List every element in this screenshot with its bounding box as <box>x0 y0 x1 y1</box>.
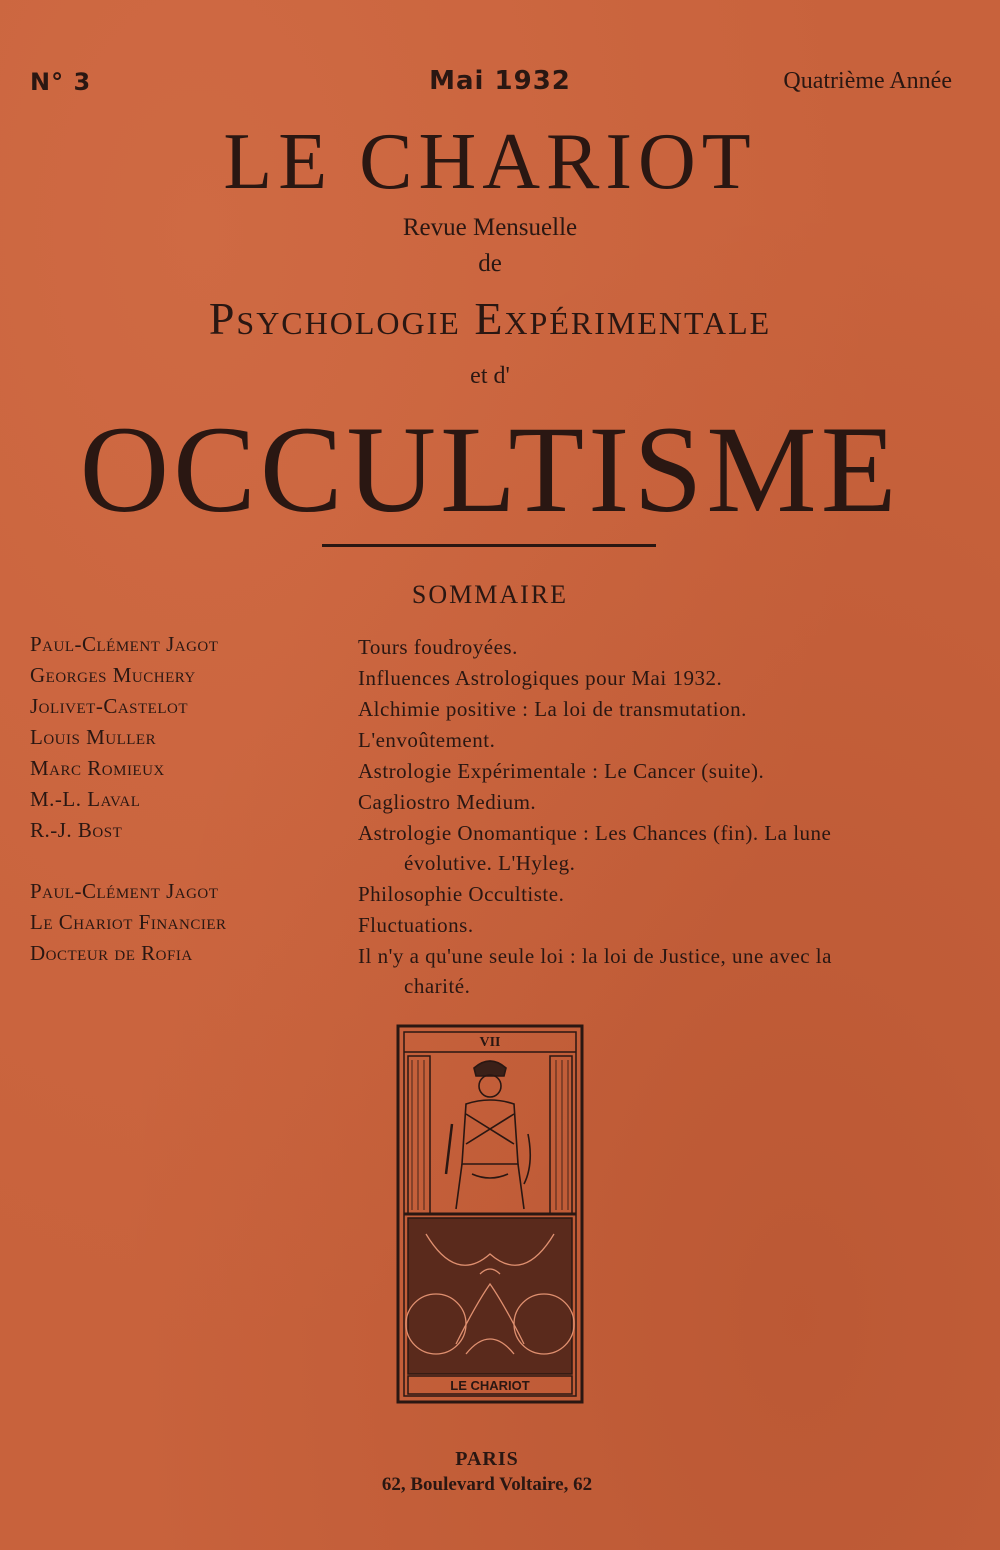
toc-author: R.-J. Bost <box>30 818 123 842</box>
publisher-address: 62, Boulevard Voltaire, 62 <box>381 1474 593 1495</box>
toc-article: Philosophie Occultiste. <box>358 882 565 906</box>
toc-article: Tours foudroyées. <box>358 635 518 659</box>
toc-article-continuation: évolutive. L'Hyleg. <box>404 851 576 875</box>
charioteer-figure <box>446 1061 530 1209</box>
toc-article: Astrologie Expérimentale : Le Cancer (suite). <box>358 759 765 783</box>
divider-rule <box>322 544 656 547</box>
toc-row <box>0 756 1000 787</box>
toc-author: Marc Romieux <box>30 756 165 780</box>
toc-article-line: Il n'y a qu'une seule loi : la loi de Justice, une avec la <box>358 944 832 968</box>
toc-author: Jolivet-Castelot <box>30 694 188 718</box>
toc-row <box>0 663 1000 694</box>
subtitle-et: et d' <box>470 363 510 389</box>
occultisme-title: OCCULTISME <box>79 401 901 538</box>
toc-author: Docteur de Rofia <box>30 941 193 965</box>
sommaire-heading: SOMMAIRE <box>411 580 569 609</box>
card-label: LE CHARIOT <box>450 1378 530 1393</box>
toc-article <box>358 818 950 878</box>
table-of-contents <box>0 632 1000 1002</box>
toc-article <box>358 941 950 1001</box>
publisher-city: PARIS <box>455 1448 519 1470</box>
toc-article: Influences Astrologiques pour Mai 1932. <box>358 666 723 690</box>
toc-article: Alchimie positive : La loi de transmutation. <box>358 697 747 721</box>
toc-row <box>0 632 1000 663</box>
toc-article: Fluctuations. <box>358 913 474 937</box>
issue-year: Quatrième Année <box>783 68 952 94</box>
toc-article: Cagliostro Medium. <box>358 790 537 814</box>
toc-row <box>0 910 1000 941</box>
subtitle-de: de <box>478 250 502 277</box>
toc-row <box>0 941 1000 1002</box>
toc-row <box>0 694 1000 725</box>
issue-date: Mai 1932 <box>429 66 571 96</box>
toc-article-line: Astrologie Onomantique : Les Chances (fin). La lune <box>358 821 832 845</box>
toc-author: M.-L. Laval <box>30 787 141 811</box>
subtitle-psychologie: Psychologie Expérimentale <box>208 293 772 344</box>
toc-author: Paul-Clément Jagot <box>30 632 219 656</box>
subtitle-revue: Revue Mensuelle <box>402 214 578 241</box>
magazine-title: LE CHARIOT <box>223 118 757 206</box>
toc-author: Le Chariot Financier <box>30 910 227 934</box>
toc-author: Georges Muchery <box>30 663 196 687</box>
toc-row <box>0 725 1000 756</box>
issue-number: N° 3 <box>30 68 92 96</box>
tarot-card-illustration <box>396 1024 584 1404</box>
toc-row <box>0 879 1000 910</box>
toc-row <box>0 818 1000 879</box>
toc-article-continuation: charité. <box>404 974 471 998</box>
toc-article: L'envoûtement. <box>358 728 496 752</box>
toc-row <box>0 787 1000 818</box>
toc-author: Louis Muller <box>30 725 157 749</box>
card-number: VII <box>479 1035 501 1050</box>
toc-author: Paul-Clément Jagot <box>30 879 219 903</box>
